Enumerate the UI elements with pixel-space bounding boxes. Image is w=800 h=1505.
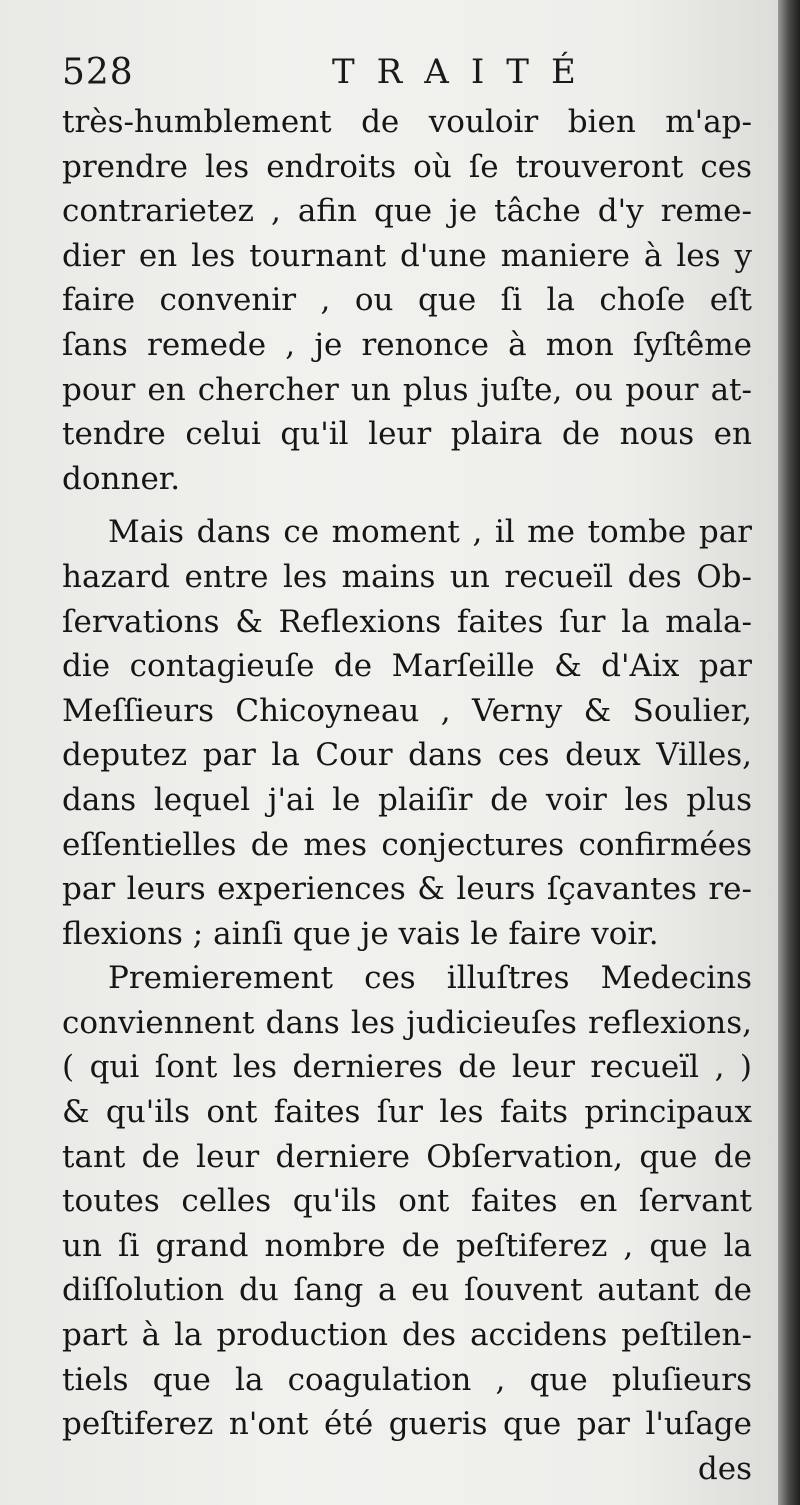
text-line: die contagieuſe de Marſeille & d'Aix par xyxy=(62,648,752,685)
text-line: faire convenir , ou que ſi la choſe eſt xyxy=(62,282,752,319)
paragraph xyxy=(62,956,752,1447)
text-line: tant de leur derniere Obſervation, que de xyxy=(62,1138,752,1175)
text-line: ( qui ſont les dernieres de leur recueïl , ) xyxy=(62,1049,752,1086)
text-line: contrarietez , afin que je tâche d'y reme- xyxy=(62,193,752,230)
text-line: toutes celles qu'ils ont faites en ſervant xyxy=(62,1183,752,1220)
text-line: & qu'ils ont faites ſur les faits principaux xyxy=(62,1094,752,1131)
text-line: Premierement ces illuſtres Medecins xyxy=(108,960,752,997)
text-line: flexions ; ainſi que je vais le faire voir. xyxy=(62,915,659,952)
text-line: prendre les endroits où ſe trouveront ces xyxy=(62,148,752,185)
text-line: diſſolution du ſang a eu ſouvent autant de xyxy=(62,1272,752,1309)
text-line: Meſſieurs Chicoyneau , Verny & Soulier, xyxy=(62,692,752,729)
text-line: dans lequel j'ai le plaiſir de voir les plus xyxy=(62,781,752,818)
running-title: TRAITÉ xyxy=(332,52,598,92)
page-edge xyxy=(778,0,800,1505)
text-line: tiels que la coagulation , que pluſieurs xyxy=(62,1361,752,1398)
text-line: ſervations & Reflexions faites ſur la mala- xyxy=(62,603,752,640)
page-number: 528 xyxy=(62,52,134,93)
page-header xyxy=(62,52,742,104)
text-line: pour en chercher un plus juſte, ou pour at- xyxy=(62,371,752,408)
text-line: par leurs experiences & leurs ſçavantes re- xyxy=(62,871,752,908)
paragraph-continued xyxy=(62,100,752,501)
paragraph xyxy=(62,510,752,956)
text-line: Mais dans ce moment , il me tombe par xyxy=(108,514,752,551)
body-text xyxy=(62,100,752,1491)
text-line: eſſentielles de mes conjectures confirmées xyxy=(62,826,752,863)
text-line: donner. xyxy=(62,460,181,497)
text-line: dier en les tournant d'une maniere à les y xyxy=(62,237,752,274)
text-line: tendre celui qu'il leur plaira de nous en xyxy=(62,416,752,453)
catchword: des xyxy=(697,1450,752,1487)
text-line: peſtiferez n'ont été gueris que par l'uſage xyxy=(62,1406,752,1443)
text-line: hazard entre les mains un recueïl des Ob- xyxy=(62,558,752,595)
text-line: conviennent dans les judicieuſes reflexions, xyxy=(62,1004,752,1041)
text-line: un ſi grand nombre de peſtiferez , que la xyxy=(62,1227,752,1264)
text-line: part à la production des accidens peſtilen- xyxy=(62,1317,752,1354)
text-line: très-humblement de vouloir bien m'ap- xyxy=(62,104,752,140)
text-line: ſans remede , je renonce à mon ſyſtême xyxy=(62,326,752,363)
text-line: deputez par la Cour dans ces deux Villes, xyxy=(62,737,752,774)
